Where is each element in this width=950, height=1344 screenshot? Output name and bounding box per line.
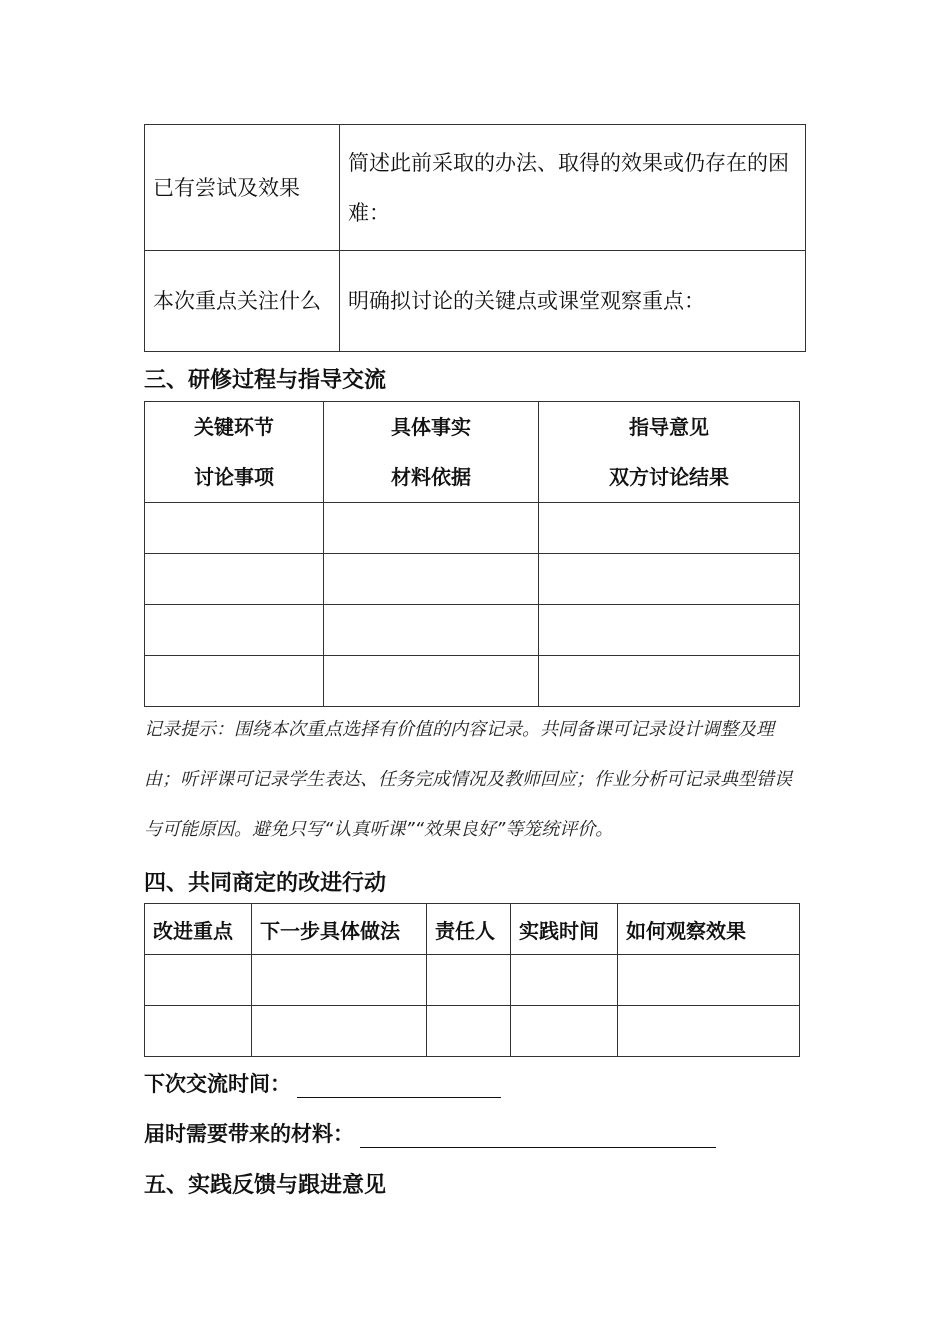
empty-cell[interactable]	[427, 1006, 511, 1057]
empty-cell[interactable]	[324, 605, 539, 656]
table-row	[145, 554, 800, 605]
improvement-table	[144, 903, 800, 1057]
section5-heading: 五、实践反馈与跟进意见	[144, 1173, 387, 1198]
header-cell: 下一步具体做法	[252, 904, 427, 955]
row-label: 本次重点关注什么	[145, 251, 340, 352]
header-line: 指导意见	[629, 415, 709, 439]
header-cell: 改进重点	[145, 904, 252, 955]
row-content[interactable]: 简述此前采取的办法、取得的效果或仍存在的困难：	[340, 125, 806, 251]
header-cell: 如何观察效果	[618, 904, 800, 955]
empty-cell[interactable]	[618, 1006, 800, 1057]
empty-cell[interactable]	[618, 955, 800, 1006]
empty-cell[interactable]	[145, 503, 324, 554]
header-cell	[539, 402, 800, 503]
empty-cell[interactable]	[539, 605, 800, 656]
header-line: 讨论事项	[194, 465, 274, 489]
header-cell	[324, 402, 539, 503]
table-row	[145, 955, 800, 1006]
next-time-label: 下次交流时间：	[144, 1072, 291, 1096]
header-line: 材料依据	[391, 465, 471, 489]
table-header-row	[145, 402, 800, 503]
header-cell: 责任人	[427, 904, 511, 955]
empty-cell[interactable]	[145, 1006, 252, 1057]
empty-cell[interactable]	[252, 1006, 427, 1057]
empty-cell[interactable]	[145, 605, 324, 656]
empty-cell[interactable]	[511, 955, 618, 1006]
empty-cell[interactable]	[252, 955, 427, 1006]
empty-cell[interactable]	[539, 503, 800, 554]
section3-heading: 三、研修过程与指导交流	[144, 368, 387, 393]
empty-cell[interactable]	[324, 554, 539, 605]
empty-cell[interactable]	[145, 554, 324, 605]
table-row	[145, 125, 806, 251]
empty-cell[interactable]	[145, 656, 324, 707]
materials-blank[interactable]	[360, 1125, 716, 1148]
empty-cell[interactable]	[145, 955, 252, 1006]
header-line: 具体事实	[391, 415, 471, 439]
header-cell: 实践时间	[511, 904, 618, 955]
record-note: 记录提示：围绕本次重点选择有价值的内容记录。共同备课可记录设计调整及理由；听评课可记录学生表达、任务完成情况及教师回应；作业分析可记录典型错误与可能原因。避免只写“认真听课”“效果良好”等笼统评价。	[144, 719, 792, 840]
section4-heading: 四、共同商定的改进行动	[144, 871, 387, 896]
table-row	[145, 605, 800, 656]
empty-cell[interactable]	[539, 554, 800, 605]
empty-cell[interactable]	[427, 955, 511, 1006]
row-label: 已有尝试及效果	[145, 125, 340, 251]
header-line: 双方讨论结果	[609, 465, 729, 489]
table-row	[145, 656, 800, 707]
process-table	[144, 401, 800, 707]
header-cell	[145, 402, 324, 503]
attempts-focus-table	[144, 124, 806, 352]
empty-cell[interactable]	[324, 656, 539, 707]
empty-cell[interactable]	[539, 656, 800, 707]
table-row	[145, 251, 806, 352]
next-time-row	[144, 1068, 501, 1098]
row-content[interactable]: 明确拟讨论的关键点或课堂观察重点：	[340, 251, 806, 352]
table-row	[145, 1006, 800, 1057]
header-line: 关键环节	[194, 415, 274, 439]
next-time-blank[interactable]	[297, 1075, 501, 1098]
table-header-row	[145, 904, 800, 955]
table-row	[145, 503, 800, 554]
empty-cell[interactable]	[324, 503, 539, 554]
materials-row	[144, 1118, 716, 1148]
materials-label: 届时需要带来的材料：	[144, 1122, 354, 1146]
empty-cell[interactable]	[511, 1006, 618, 1057]
